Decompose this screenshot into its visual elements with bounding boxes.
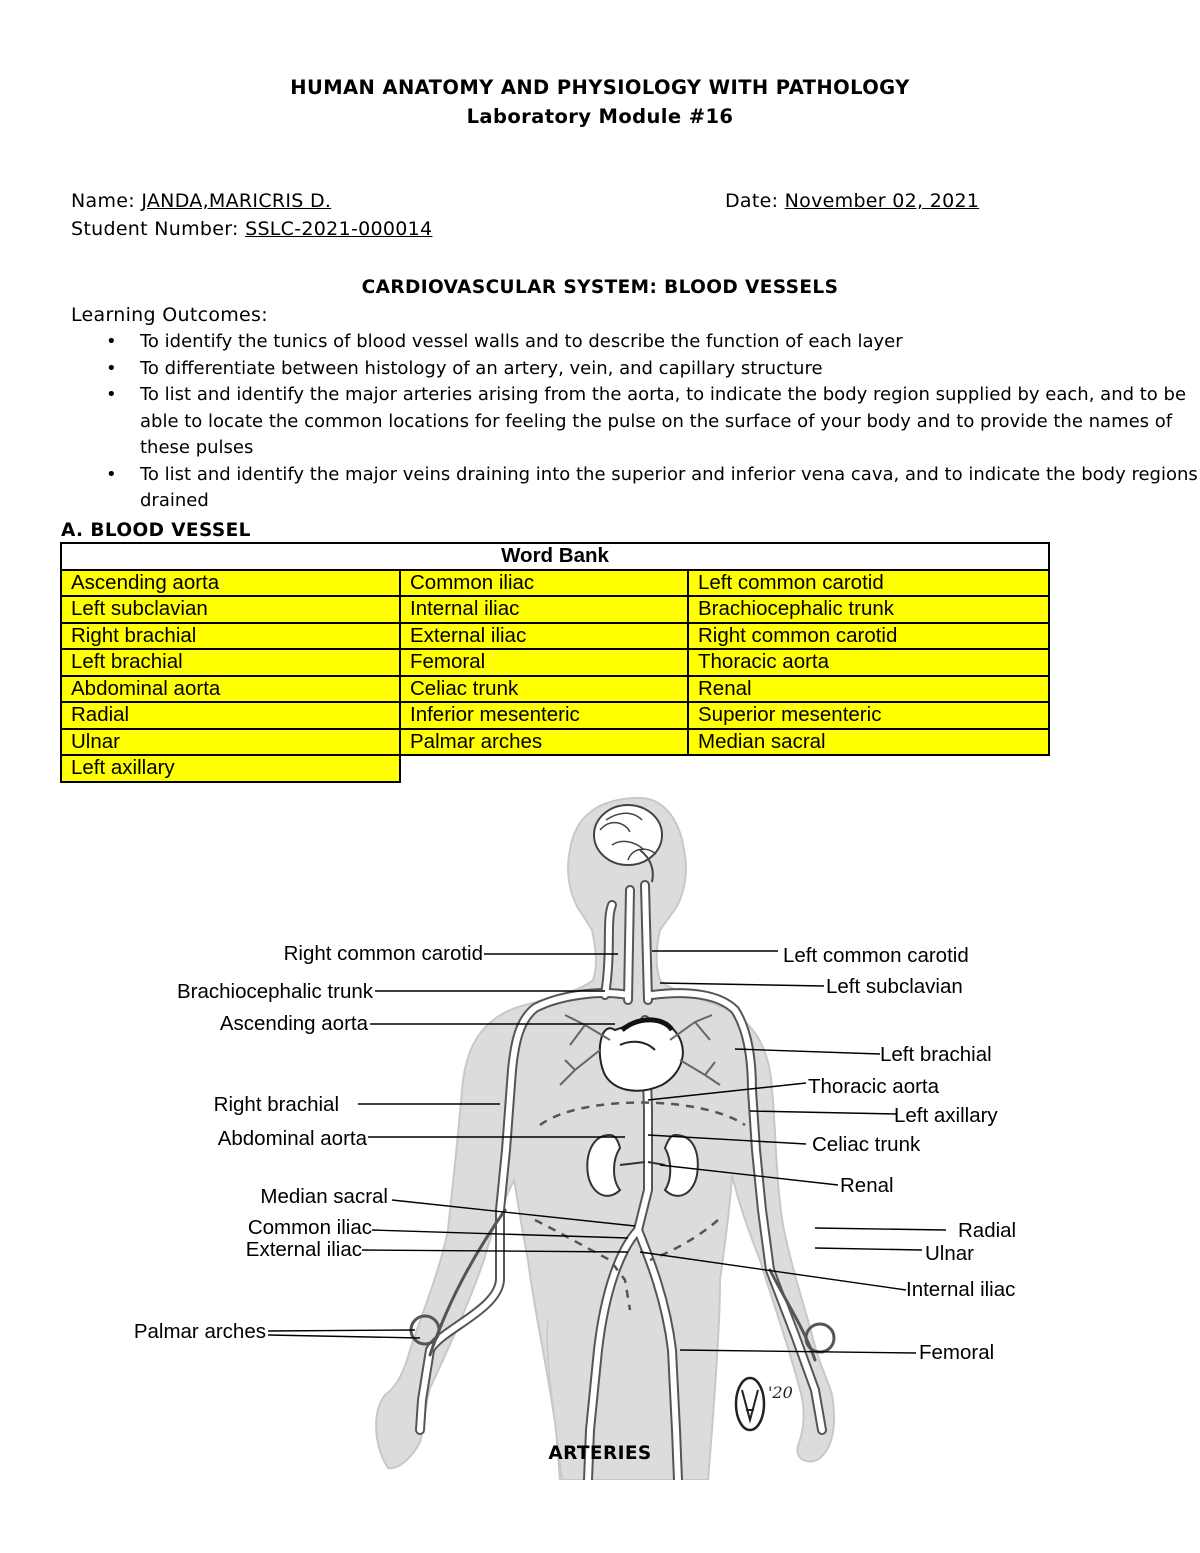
name-value: JANDA,MARICRIS D. xyxy=(141,190,332,212)
module-title: Laboratory Module #16 xyxy=(466,105,734,128)
arteries-diagram xyxy=(0,790,1200,1480)
learning-outcome-item: • To list and identify the major arteries arising from the aorta, to indicate the body region supplied by each, and to be able to locate the common locations for feeling the pulse on the surface of your body and to provide the names of these pulses xyxy=(140,382,1200,462)
word-bank-cell: Left brachial xyxy=(61,649,400,676)
word-bank-cell: Superior mesenteric xyxy=(688,702,1049,729)
word-bank-cell: Abdominal aorta xyxy=(61,676,400,703)
label-internal-iliac: Internal iliac xyxy=(906,1278,1016,1301)
label-abdominal-aorta: Abdominal aorta xyxy=(217,1127,367,1150)
label-left-subclavian: Left subclavian xyxy=(826,975,963,998)
heart-illustration xyxy=(600,1020,683,1091)
student-number-line xyxy=(71,218,432,240)
label-common-iliac: Common iliac xyxy=(247,1216,372,1239)
learning-outcomes-list xyxy=(72,329,1200,515)
learning-outcomes-heading: Learning Outcomes: xyxy=(71,304,268,326)
label-brachiocephalic-trunk: Brachiocephalic trunk xyxy=(177,980,373,1003)
word-bank-cell: Left subclavian xyxy=(61,596,400,623)
label-left-brachial: Left brachial xyxy=(880,1043,992,1066)
label-ulnar: Ulnar xyxy=(925,1242,974,1265)
table-row xyxy=(61,729,1049,756)
label-renal: Renal xyxy=(840,1174,894,1197)
label-celiac-trunk: Celiac trunk xyxy=(812,1133,921,1156)
word-bank-cell: Palmar arches xyxy=(400,729,688,756)
word-bank-cell: Common iliac xyxy=(400,570,688,597)
label-radial: Radial xyxy=(958,1219,1017,1242)
word-bank-cell: Right common carotid xyxy=(688,623,1049,650)
name-label: Name: xyxy=(71,190,135,212)
learning-outcome-item: • To identify the tunics of blood vessel walls and to describe the function of each layer xyxy=(140,329,1200,356)
name-line xyxy=(71,190,331,212)
label-external-iliac: External iliac xyxy=(245,1238,362,1261)
student-number-value: SSLC-2021-000014 xyxy=(245,218,433,240)
word-bank-cell: Celiac trunk xyxy=(400,676,688,703)
word-bank-cell: Left common carotid xyxy=(688,570,1049,597)
label-right-brachial: Right brachial xyxy=(213,1093,339,1116)
word-bank-empty-cell xyxy=(400,755,1049,782)
label-thoracic-aorta: Thoracic aorta xyxy=(808,1075,940,1098)
table-row xyxy=(61,570,1049,597)
date-label: Date: xyxy=(725,190,779,212)
learning-outcome-item: • To list and identify the major veins draining into the superior and inferior vena cava, and to indicate the body regions drained xyxy=(140,462,1200,515)
learning-outcome-item: • To differentiate between histology of an artery, vein, and capillary structure xyxy=(140,356,1200,383)
signature-text: '20 xyxy=(768,1383,793,1402)
table-row xyxy=(61,755,1049,782)
table-row xyxy=(61,676,1049,703)
word-bank-cell: Ascending aorta xyxy=(61,570,400,597)
word-bank-cell: Inferior mesenteric xyxy=(400,702,688,729)
word-bank-header-row xyxy=(61,543,1049,570)
section-a-title: A. BLOOD VESSEL xyxy=(61,520,251,541)
date-line xyxy=(725,190,979,212)
label-left-common-carotid: Left common carotid xyxy=(783,944,969,967)
word-bank-table xyxy=(60,542,1050,783)
table-row xyxy=(61,649,1049,676)
date-value: November 02, 2021 xyxy=(784,190,980,212)
word-bank-title: Word Bank xyxy=(61,543,1049,570)
label-palmar-arches: Palmar arches xyxy=(133,1320,266,1343)
word-bank-cell: Renal xyxy=(688,676,1049,703)
student-number-label: Student Number: xyxy=(71,218,239,240)
table-row xyxy=(61,596,1049,623)
word-bank-cell: Left axillary xyxy=(61,755,400,782)
word-bank-cell: Femoral xyxy=(400,649,688,676)
table-row xyxy=(61,623,1049,650)
label-left-axillary: Left axillary xyxy=(894,1104,998,1127)
word-bank-cell: Median sacral xyxy=(688,729,1049,756)
label-femoral: Femoral xyxy=(919,1341,995,1364)
diagram-caption: ARTERIES xyxy=(548,1443,652,1464)
word-bank-cell: Brachiocephalic trunk xyxy=(688,596,1049,623)
label-right-common-carotid: Right common carotid xyxy=(283,942,483,965)
label-ascending-aorta: Ascending aorta xyxy=(219,1012,368,1035)
course-title: HUMAN ANATOMY AND PHYSIOLOGY WITH PATHOLOGY xyxy=(290,76,910,99)
word-bank-cell: Radial xyxy=(61,702,400,729)
table-row xyxy=(61,702,1049,729)
label-median-sacral: Median sacral xyxy=(260,1185,388,1208)
signature-logo xyxy=(736,1378,793,1430)
word-bank-cell: Internal iliac xyxy=(400,596,688,623)
word-bank-cell: External iliac xyxy=(400,623,688,650)
topic-title: CARDIOVASCULAR SYSTEM: BLOOD VESSELS xyxy=(361,277,839,298)
word-bank-cell: Ulnar xyxy=(61,729,400,756)
word-bank-cell: Right brachial xyxy=(61,623,400,650)
word-bank-cell: Thoracic aorta xyxy=(688,649,1049,676)
